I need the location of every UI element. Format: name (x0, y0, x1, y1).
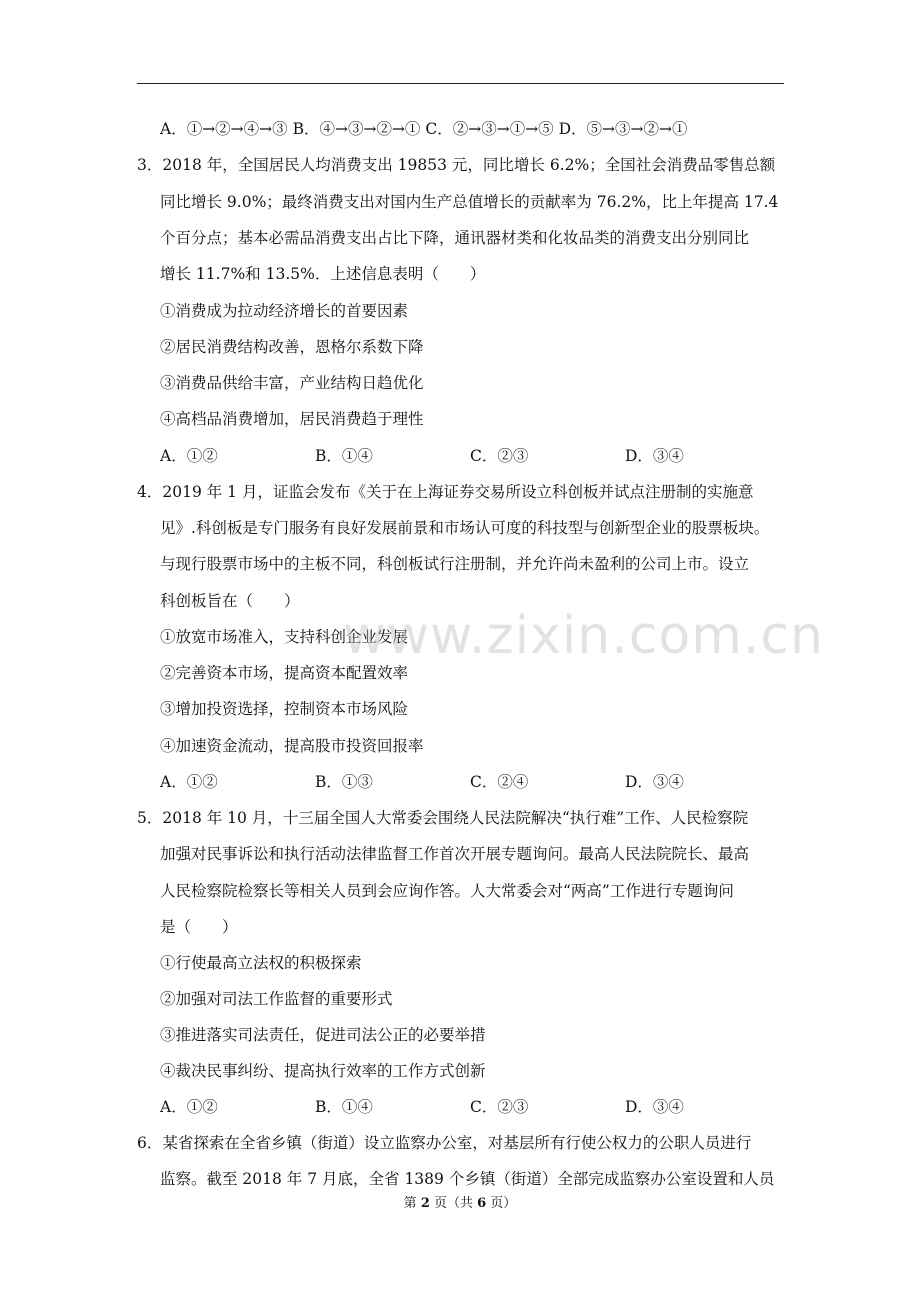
footer-suffix: 页） (486, 1196, 517, 1211)
q6-stem-line-1: 6．某省探索在全省乡镇（街道）设立监察办公室，对基层所有行使公权力的公职人员进行 (137, 1134, 752, 1152)
watermark: www.zixin.com.cn (343, 606, 824, 666)
q3-option-d[interactable]: D．③④ (625, 447, 684, 465)
q3-option-c[interactable]: C．②③ (470, 447, 529, 465)
footer-page-number: 2 (420, 1196, 430, 1211)
q3-stem-line-2: 同比增长 9.0%；最终消费支出对国内生产总值增长的贡献率为 76.2%，比上年提高 17.4 (160, 193, 779, 211)
q5-option-a[interactable]: A．①② (160, 1098, 218, 1116)
q5-item-2: ②加强对司法工作监督的重要形式 (160, 990, 393, 1008)
q3-stem-line-3: 个百分点；基本必需品消费支出占比下降，通讯器材类和化妆品类的消费支出分别同比 (160, 229, 750, 247)
footer-total-pages: 6 (477, 1196, 487, 1211)
q5-option-d[interactable]: D．③④ (625, 1098, 684, 1116)
q5-stem-line-2: 加强对民事诉讼和执行活动法律监督工作首次开展专题询问。最高人民法院院长、最高 (160, 845, 750, 863)
q4-option-b[interactable]: B．①③ (315, 773, 373, 791)
q5-item-3: ③推进落实司法责任，促进司法公正的必要举措 (160, 1026, 486, 1044)
header-rule (137, 83, 784, 84)
q4-option-d[interactable]: D．③④ (625, 773, 684, 791)
q5-item-4: ④裁决民事纠纷、提高执行效率的工作方式创新 (160, 1062, 486, 1080)
footer-mid: 页（共 (429, 1196, 478, 1211)
q3-item-4: ④高档品消费增加，居民消费趋于理性 (160, 410, 424, 428)
q4-item-1: ①放宽市场准入，支持科创企业发展 (160, 628, 409, 646)
q5-option-c[interactable]: C．②③ (470, 1098, 529, 1116)
q4-item-3: ③增加投资选择，控制资本市场风险 (160, 700, 409, 718)
q5-stem-line-4: 是（ ） (160, 918, 238, 936)
q3-stem-line-1: 3．2018 年，全国居民人均消费支出 19853 元，同比增长 6.2%；全国社会消费品零售总额 (137, 156, 776, 174)
q4-stem-line-3: 与现行股票市场中的主板不同，科创板试行注册制，并允许尚未盈利的公司上市。设立 (160, 555, 750, 573)
q4-item-4: ④加速资金流动，提高股市投资回报率 (160, 737, 424, 755)
page-footer (0, 1192, 920, 1211)
q4-stem-line-2: 见》.科创板是专门服务有良好发展前景和市场认可度的科技型与创新型企业的股票板块。 (160, 519, 770, 537)
q4-option-c[interactable]: C．②④ (470, 773, 529, 791)
q5-stem-line-3: 人民检察院检察长等相关人员到会应询作答。人大常委会对“两高”工作进行专题询问 (160, 882, 734, 900)
q5-item-1: ①行使最高立法权的积极探索 (160, 954, 362, 972)
q3-stem-line-4: 增长 11.7%和 13.5%．上述信息表明（ ） (160, 265, 486, 283)
q3-item-3: ③消费品供给丰富，产业结构日趋优化 (160, 374, 424, 392)
q2-options-line: A．①→②→④→③ B．④→③→②→① C．②→③→①→⑤ D．⑤→③→②→① (160, 120, 688, 138)
footer-prefix: 第 (403, 1196, 421, 1211)
q5-stem-line-1: 5．2018 年 10 月，十三届全国人大常委会围绕人民法院解决“执行难”工作、人民检察院 (137, 809, 749, 827)
q4-item-2: ②完善资本市场，提高资本配置效率 (160, 664, 409, 682)
q5-option-b[interactable]: B．①④ (315, 1098, 373, 1116)
q4-option-a[interactable]: A．①② (160, 773, 218, 791)
q4-stem-line-1: 4．2019 年 1 月，证监会发布《关于在上海证券交易所设立科创板并试点注册制的实施意 (137, 483, 754, 501)
q3-item-2: ②居民消费结构改善，恩格尔系数下降 (160, 338, 424, 356)
q3-option-a[interactable]: A．①② (160, 447, 218, 465)
q6-stem-line-2: 监察。截至 2018 年 7 月底，全省 1389 个乡镇（街道）全部完成监察办公室设置和人员 (160, 1170, 775, 1188)
q3-option-b[interactable]: B．①④ (315, 447, 373, 465)
q4-stem-line-4: 科创板旨在（ ） (160, 592, 300, 610)
q3-item-1: ①消费成为拉动经济增长的首要因素 (160, 302, 409, 320)
